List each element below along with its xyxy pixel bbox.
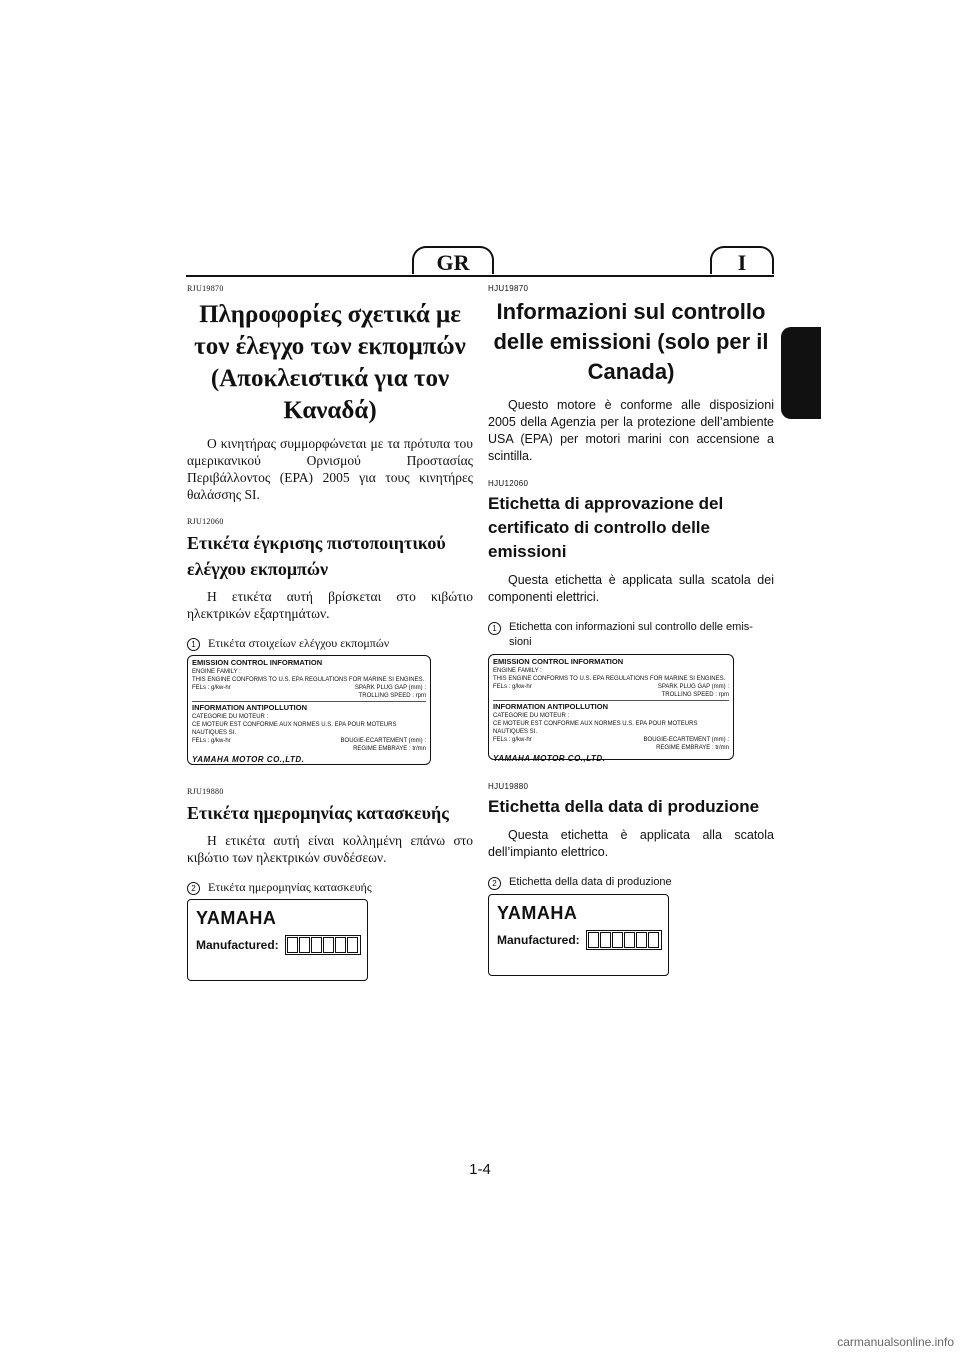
label-title: EMISSION CONTROL INFORMATION <box>192 658 323 667</box>
label-spark: SPARK PLUG GAP (mm) : <box>657 684 729 690</box>
footer-watermark[interactable]: carmanualsonline.info <box>837 1335 954 1349</box>
label-title-fr: INFORMATION ANTIPOLLUTION <box>192 703 307 712</box>
greek-column <box>187 284 473 981</box>
paragraph: Ο κινητήρας συμμορφώνεται με τα πρότυπα του αμερικανικού Ορνισμού Προστασίας Περιβάλλοντος (EPA) 2005 για τους κινητήρες θαλάσσης SI. <box>187 436 473 502</box>
figure-caption <box>187 636 473 651</box>
label-trmn: tr/mn <box>412 746 426 752</box>
yamaha-logo: YAMAHA <box>497 903 578 923</box>
chapter-side-tab <box>781 327 821 419</box>
caption-text: Ετικέτα ημερομηνίας κατασκευής <box>208 880 372 894</box>
section-code: RJU19870 <box>187 284 224 293</box>
label-fels: FELs : <box>192 685 210 691</box>
label-unit: g/kw-hr <box>512 684 532 690</box>
callout-number: 1 <box>187 638 200 651</box>
label-row <box>493 736 729 744</box>
manufactured-label-image <box>488 894 669 976</box>
page-number: 1-4 <box>469 1161 491 1178</box>
label-engine-family: ENGINE FAMILY : <box>493 668 542 674</box>
label-fels: FELs : <box>493 737 511 743</box>
callout-number: 2 <box>488 877 501 890</box>
emission-label-image <box>488 654 734 763</box>
paragraph: Questa etichetta è applicata sulla scatola dei componenti elettrici. <box>488 573 774 604</box>
paragraph: Η ετικέτα αυτή είναι κολλημένη επάνω στο κιβώτιο των ηλεκτρικών συνδέσεων. <box>187 833 473 865</box>
label-maker: YAMAHA MOTOR CO.,LTD. <box>192 755 305 764</box>
label-row <box>192 745 426 753</box>
callout-number: 2 <box>187 882 200 895</box>
label-unit: g/kw-hr <box>512 737 532 743</box>
label-fels: FELs : <box>493 684 511 690</box>
section-code: RJU19880 <box>187 787 224 796</box>
label-conforms: THIS ENGINE CONFORMS TO U.S. EPA REGULATIONS FOR MARINE SI ENGINES. <box>192 677 425 683</box>
label-conforme: CE MOTEUR EST CONFORME AUX NORMES U.S. EPA POUR MOTEURS NAUTIQUES SI. <box>493 721 698 735</box>
label-trolling: TROLLING SPEED : <box>661 692 717 698</box>
figure-caption <box>488 620 774 650</box>
section-code: HJU19870 <box>488 284 529 293</box>
manufactured-text: Manufactured: <box>497 933 580 947</box>
label-row <box>493 683 729 691</box>
label-spark: SPARK PLUG GAP (mm) : <box>354 685 426 691</box>
italian-column <box>488 284 774 976</box>
caption-text: Etichetta della data di produzione <box>509 876 672 888</box>
label-row <box>192 684 426 692</box>
date-boxes <box>586 930 662 950</box>
label-categorie: CATEGORIE DU MOTEUR : <box>192 714 269 720</box>
label-regime: REGIME EMBRAYE : <box>353 746 411 752</box>
yamaha-logo: YAMAHA <box>196 908 277 928</box>
section-title: Πληροφορίες σχετικά με τον έλεγχο των εκπομπών (Αποκλειστικά για τον Καναδά) <box>194 301 466 424</box>
figure-caption <box>488 875 774 890</box>
section-title: Etichetta della data di produzione <box>488 797 760 816</box>
emission-label-image <box>187 655 431 765</box>
label-maker: YAMAHA MOTOR CO.,LTD. <box>493 754 606 763</box>
section-title: Ετικέτα έγκρισης πιστοποιητικού ελέγχου εκπομπών <box>187 533 446 579</box>
section-code: HJU19880 <box>488 782 529 791</box>
section-code: HJU12060 <box>488 479 529 488</box>
figure-caption <box>187 880 473 895</box>
label-rpm: rpm <box>718 692 729 698</box>
label-row <box>196 935 359 955</box>
label-fels: FELs : <box>192 738 210 744</box>
label-row <box>192 737 426 745</box>
label-unit: g/kw-hr <box>211 685 231 691</box>
manufactured-text: Manufactured: <box>196 938 279 952</box>
label-engine-family: ENGINE FAMILY : <box>192 669 241 675</box>
label-bougie: BOUGIE-ECARTEMENT (mm) : <box>643 737 729 743</box>
section-title: Ετικέτα ημερομηνίας κατασκευής <box>187 803 449 823</box>
label-rpm: rpm <box>415 693 426 699</box>
caption-text: Etichetta con informazioni sul controllo delle emis-sioni <box>509 621 753 648</box>
date-boxes <box>285 935 361 955</box>
greek-language-tab: GR <box>412 246 494 274</box>
paragraph: Η ετικέτα αυτή βρίσκεται στο κιβώτιο ηλεκτρικών εξαρτημάτων. <box>187 589 473 621</box>
label-row <box>493 691 729 699</box>
manufactured-label-image <box>187 899 368 981</box>
label-trmn: tr/mn <box>715 745 729 751</box>
section-title: Informazioni sul controllo delle emissioni (solo per il Canada) <box>493 299 769 384</box>
label-trolling: TROLLING SPEED : <box>358 693 414 699</box>
label-conforme: CE MOTEUR EST CONFORME AUX NORMES U.S. EPA POUR MOTEURS NAUTIQUES SI. <box>192 722 397 736</box>
label-row <box>192 692 426 700</box>
header-rule <box>186 275 774 277</box>
callout-number: 1 <box>488 622 501 635</box>
label-bougie: BOUGIE-ECARTEMENT (mm) : <box>340 738 426 744</box>
italian-language-tab: I <box>710 246 774 274</box>
label-row <box>497 930 660 950</box>
label-regime: REGIME EMBRAYE : <box>656 745 714 751</box>
caption-text: Ετικέτα στοιχείων ελέγχου εκπομπών <box>208 636 390 650</box>
paragraph: Questo motore è conforme alle disposizioni 2005 della Agenzia per la protezione dell’ambiente USA (EPA) per motori marini con accensione a scintilla. <box>488 398 774 463</box>
label-title-fr: INFORMATION ANTIPOLLUTION <box>493 702 608 711</box>
paragraph: Questa etichetta è applicata alla scatola dell’impianto elettrico. <box>488 828 774 859</box>
section-code: RJU12060 <box>187 517 224 526</box>
label-unit: g/kw-hr <box>211 738 231 744</box>
label-categorie: CATEGORIE DU MOTEUR : <box>493 713 570 719</box>
label-conforms: THIS ENGINE CONFORMS TO U.S. EPA REGULATIONS FOR MARINE SI ENGINES. <box>493 676 726 682</box>
label-row <box>493 744 729 752</box>
section-title: Etichetta di approvazione del certificato di controllo delle emissioni <box>488 494 724 561</box>
label-title: EMISSION CONTROL INFORMATION <box>493 657 624 666</box>
